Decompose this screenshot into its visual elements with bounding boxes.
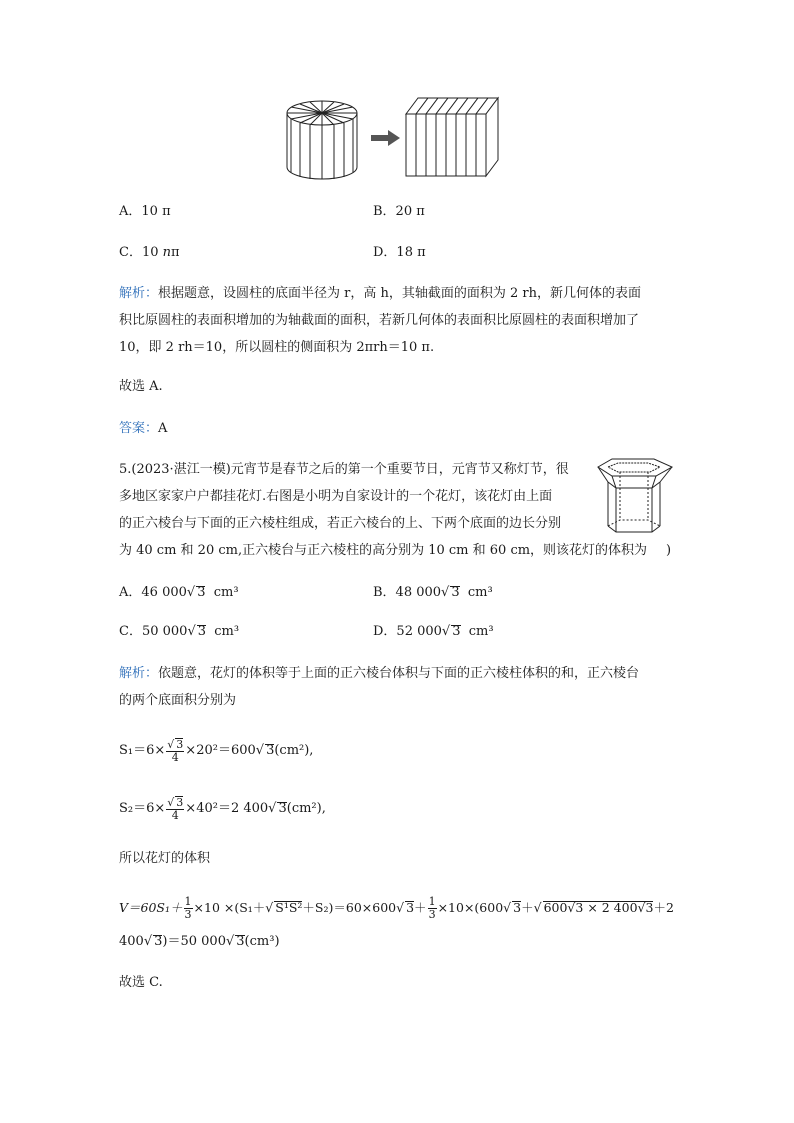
q5-option-a[interactable]: A．46 000√ 3 cm³ [119,585,239,600]
analysis-paragraph [119,284,641,304]
volume-formula-cont: 400√ 3)＝50 000√ 3(cm³) [119,934,280,949]
question5-bracket: ) [666,543,672,558]
option-c-suffix: π [171,245,180,260]
sqrt-3: 3 [406,900,415,915]
slab-icon [406,98,498,176]
frac-den: 4 [171,750,179,764]
cylinder-icon [287,101,357,179]
frac-one-third: $\frac{1}{3}$ [428,895,436,921]
unit: cm³ [214,624,240,639]
q5-choose-line: 故选 C. [119,975,163,990]
s2-lhs: S₂＝6× [119,801,166,816]
analysis-line: 10，即 2 rh＝10，所以圆柱的侧面积为 2πrh＝10 π. [119,340,435,355]
option-c[interactable] [119,243,180,263]
sqrt-3: 3 [236,934,245,949]
question5-line: 多地区家家户户都挂花灯.右图是小明为自家设计的一个花灯，该花灯由上面 [119,489,553,504]
sqrt-3: 3 [266,743,275,758]
s2-unit: (cm²), [286,801,326,816]
q5-option-c[interactable]: C．50 000√ 3 cm³ [119,624,240,639]
v-lhs: V＝60S₁＋ [119,900,183,915]
option-a[interactable]: A．10 π [119,204,171,219]
sqrt-3: 3 [176,795,184,809]
s2-formula: S₂＝6× $\frac{√ 3}{4}$ ×40²＝2 400√ 3(cm²), [119,795,326,822]
q5-option-b-value: B．48 000 [373,585,442,600]
volume-intro: 所以花灯的体积 [119,851,211,866]
s1-formula: S₁＝6× $\frac{√ 3}{4}$ ×20²＝600√ 3(cm²), [119,737,314,764]
lantern-figure [594,456,676,536]
q5-option-b[interactable]: B．48 000√ 3 cm³ [373,585,493,600]
v-part: )＝50 000 [162,934,226,949]
question5-line: 为 40 cm 和 20 cm,正六棱台与正六棱柱的高分别为 10 cm 和 60 cm，则该花灯的体积为 [119,543,648,558]
unit: cm³ [468,624,494,639]
sqrt-3: 3 [197,585,206,600]
option-b[interactable]: B．20 π [373,204,425,219]
option-c-var: n [162,245,171,260]
q5-option-d[interactable]: D．52 000√ 3 cm³ [373,624,494,639]
sqrt-3: 3 [197,624,207,639]
v-part: 400 [119,934,144,949]
analysis-line: 积比原圆柱的表面积增加的为轴截面的面积，若新几何体的表面积比原圆柱的表面积增加了 [119,313,640,328]
v-part: ＋S₂)＝60×600 [302,900,397,915]
analysis-label: 解析： [119,286,159,301]
frac-one-third: $\frac{1}{3}$ [184,895,192,921]
frac-sqrt3-over-4: $\frac{√ 3}{4}$ [167,795,184,822]
arrow-right-icon [371,130,400,146]
v-part: ＋2 [653,900,674,915]
unit: cm³ [467,585,493,600]
q5-analysis-paragraph [119,664,639,684]
analysis-line: 根据题意，设圆柱的底面半径为 r，高 h，其轴截面的面积为 2 rh，新几何体的表面 [158,286,641,301]
v-part: ×10×(600 [437,900,504,915]
frac-den: 4 [171,808,179,822]
s1-unit: (cm²), [274,743,314,758]
s1-lhs: S₁＝6× [119,743,166,758]
v-part: ＋ [521,900,534,915]
sqrt-s1s2: S¹S² [275,900,303,915]
frac-sqrt3-over-4: $\frac{√ 3}{4}$ [167,737,184,764]
v-part: ×10 ×(S₁＋ [193,900,266,915]
analysis-line: 依题意，花灯的体积等于上面的正六棱台体积与下面的正六棱柱体积的和，正六棱台 [158,666,640,681]
volume-formula: V＝60S₁＋ $\frac{1}{3}$ ×10 ×(S₁＋√ S¹S²＋S₂)＝60×600√ 3＋ $\frac{1}{3}$ ×10×(600√ 3＋√ 600√3 × 2 400√3＋2 [119,895,674,921]
unit: cm³ [213,585,239,600]
sqrt-3: 3 [513,900,522,915]
q5-option-c-value: C．50 000 [119,624,188,639]
v-unit: (cm³) [244,934,280,949]
answer-value: A [158,421,168,436]
sqrt-3: 3 [176,737,184,751]
v-part: ＋ [414,900,427,915]
option-d[interactable]: D．18 π [373,245,426,260]
option-c-text: C．10 [119,245,163,260]
analysis-label: 解析： [119,666,159,681]
cylinder-transform-figure [282,92,522,184]
q5-option-d-value: D．52 000 [373,624,442,639]
q5-option-a-value: A．46 000 [119,585,187,600]
analysis-line: 的两个底面积分别为 [119,693,237,708]
sqrt-product: 600√3 × 2 400√3 [543,900,654,915]
s1-rhs: ×20²＝600 [185,743,256,758]
s2-rhs: ×40²＝2 400 [185,801,269,816]
sqrt-3: 3 [451,585,460,600]
answer-line [119,419,167,439]
question5-line: 的正六棱台与下面的正六棱柱组成，若正六棱台的上、下两个底面的边长分别 [119,516,562,531]
sqrt-3: 3 [278,801,287,816]
sqrt-3: 3 [154,934,163,949]
sqrt-3: 3 [452,624,461,639]
answer-label: 答案： [119,421,159,436]
choose-line: 故选 A. [119,379,163,394]
question5-line: 5.(2023·湛江一模)元宵节是春节之后的第一个重要节日，元宵节又称灯节，很 [119,462,569,477]
